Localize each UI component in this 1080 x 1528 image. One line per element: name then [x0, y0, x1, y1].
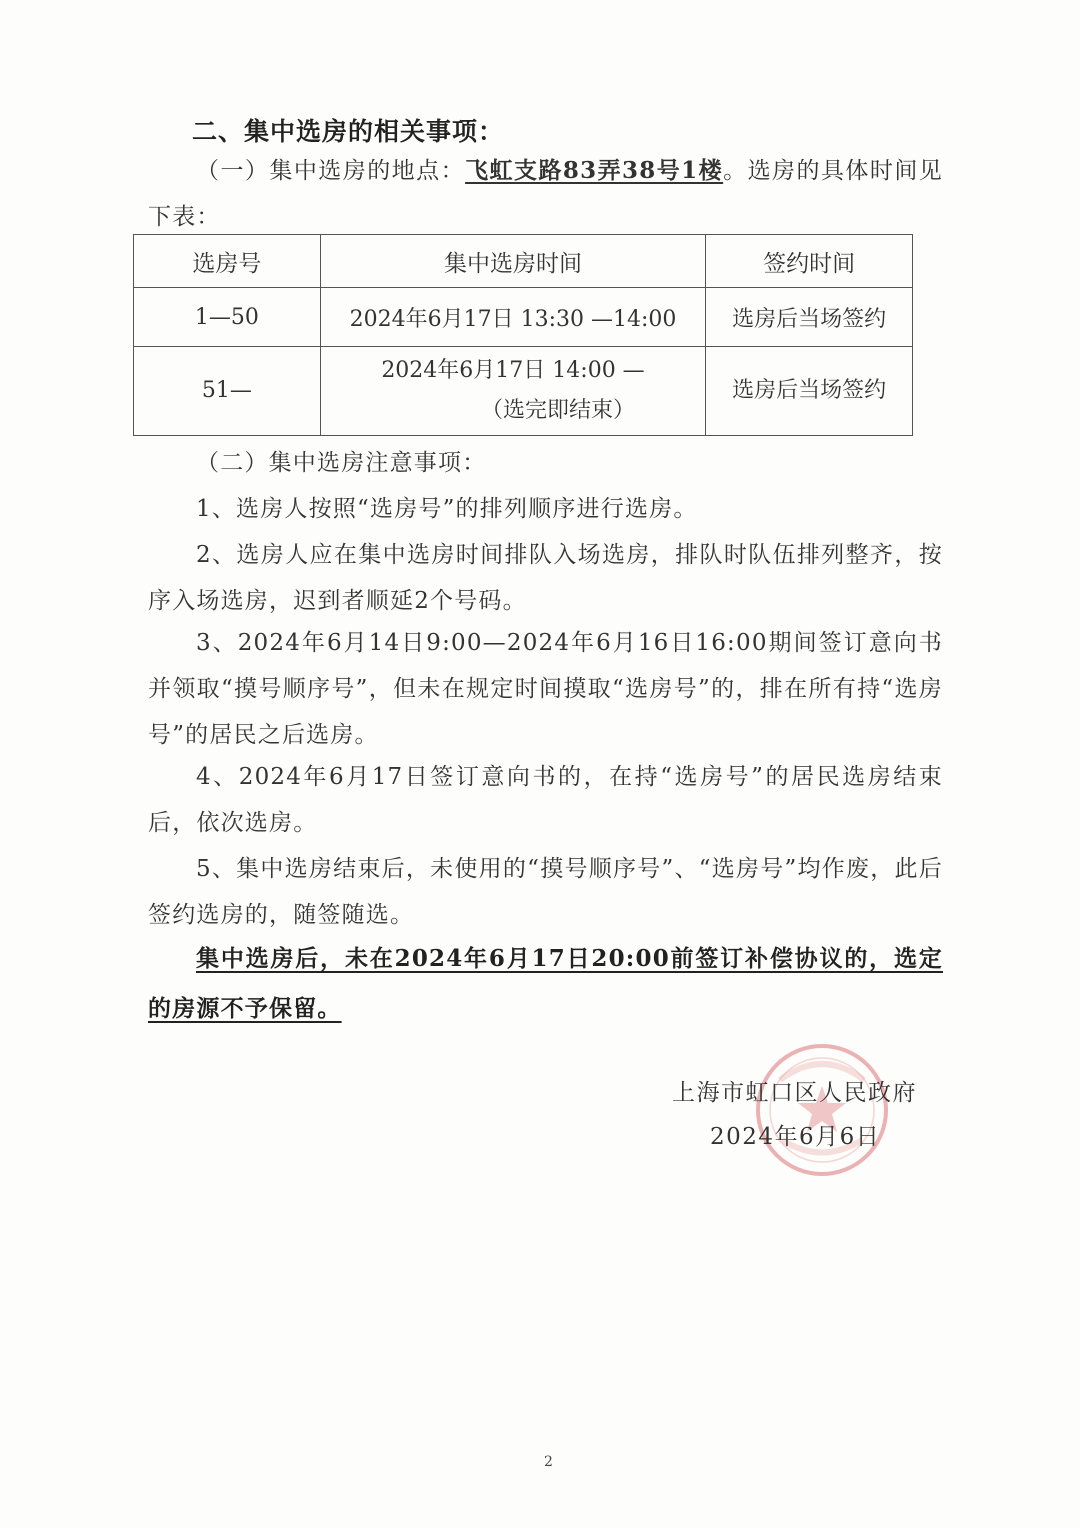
header-sign-time: 签约时间	[706, 235, 913, 288]
section-heading: 二、集中选房的相关事项：	[192, 117, 505, 146]
page-number: 2	[544, 1454, 553, 1470]
note-item-5: 5、集中选房结束后，未使用的“摸号顺序号”、“选房号”均作废，此后签约选房的，随签随选。	[148, 856, 943, 928]
location-tail: 。选房的具体时间见下表：	[148, 158, 943, 230]
important-notice: 集中选房后，未在2024年6月17日20:00前签订补偿协议的，选定的房源不予保留。	[148, 945, 943, 1022]
issuer-name: 上海市虹口区人民政府	[672, 1080, 917, 1106]
cell-time: 2024年6月17日 13:30 —14:00	[320, 288, 706, 347]
cell-sign: 选房后当场签约	[706, 347, 913, 436]
cell-time	[320, 347, 706, 436]
official-seal-icon	[752, 1040, 892, 1180]
schedule-table	[133, 234, 913, 436]
cell-number: 51—	[134, 347, 321, 436]
location-address: 飞虹支路83弄38号1楼	[465, 157, 724, 184]
location-lead: （一）集中选房的地点：	[196, 158, 466, 184]
header-select-time: 集中选房时间	[320, 235, 706, 288]
table-row	[134, 288, 913, 347]
issue-date: 2024年6月6日	[710, 1124, 881, 1150]
table-row	[134, 347, 913, 436]
cell-sign: 选房后当场签约	[706, 288, 913, 347]
notes-heading: （二）集中选房注意事项：	[196, 450, 487, 476]
cell-number: 1—50	[134, 288, 321, 347]
location-paragraph	[148, 148, 943, 240]
table-header-row	[134, 235, 913, 288]
cell-time-line2: （选完即结束）	[480, 398, 635, 423]
note-item-1: 1、选房人按照“选房号”的排列顺序进行选房。	[196, 496, 698, 522]
cell-time-line1: 2024年6月17日 14:00 —	[381, 358, 645, 383]
note-item-2: 2、选房人应在集中选房时间排队入场选房，排队时队伍排列整齐，按序入场选房，迟到者顺延2个号码。	[148, 542, 943, 614]
note-item-3: 3、2024年6月14日9:00—2024年6月16日16:00期间签订意向书并领取“摸号顺序号”，但未在规定时间摸取“选房号”的，排在所有持“选房号”的居民之后选房。	[148, 630, 943, 748]
header-number: 选房号	[134, 235, 321, 288]
note-item-4: 4、2024年6月17日签订意向书的，在持“选房号”的居民选房结束后，依次选房。	[148, 764, 943, 836]
